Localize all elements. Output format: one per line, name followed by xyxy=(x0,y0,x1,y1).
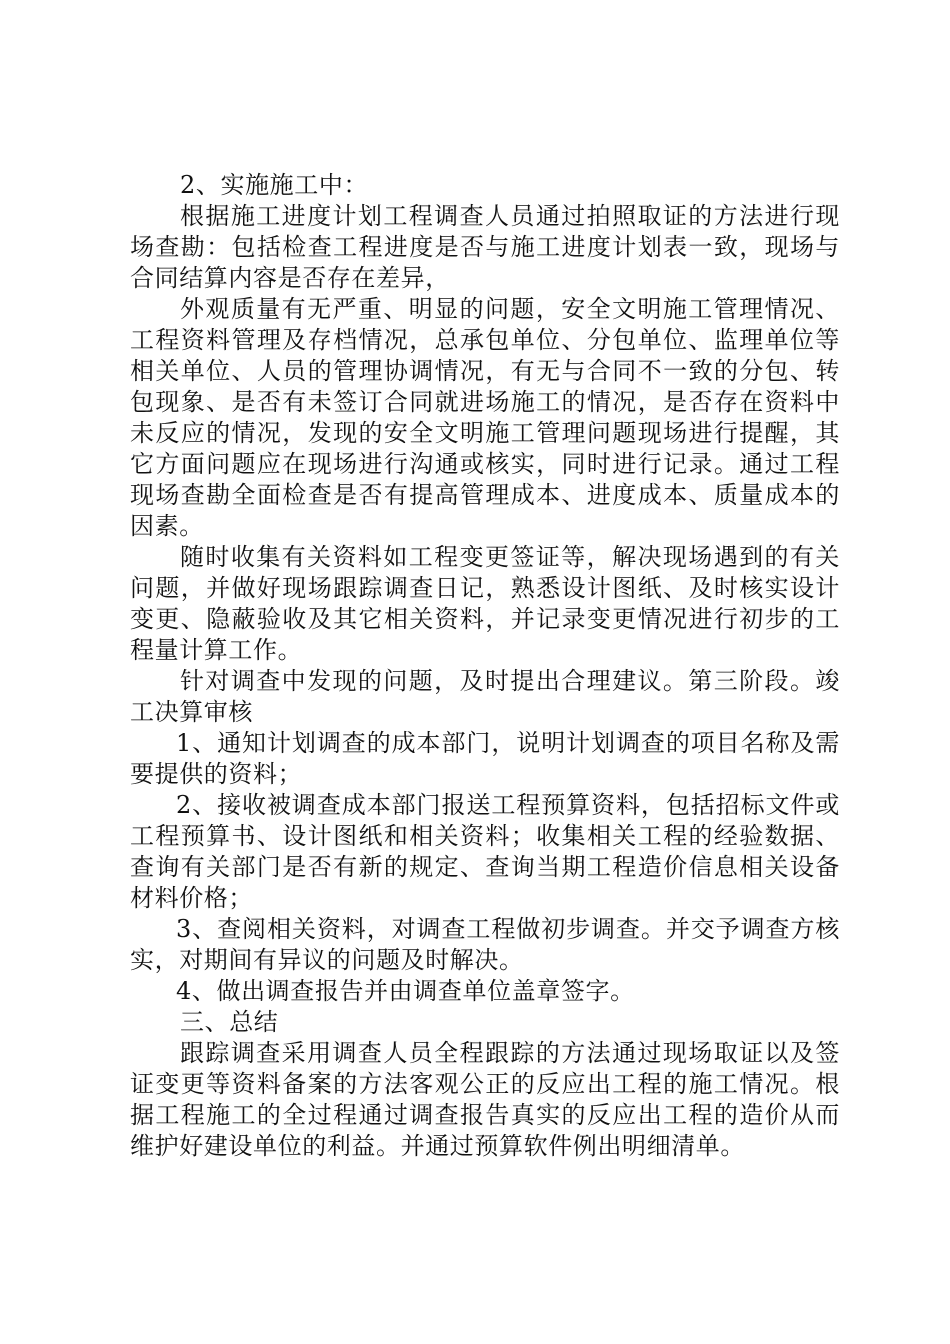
paragraph-suggestions: 针对调查中发现的问题，及时提出合理建议。第三阶段。竣工决算审核 xyxy=(130,667,840,726)
list-item-1: 1、通知计划调查的成本部门，说明计划调查的项目名称及需要提供的资料； xyxy=(130,729,840,788)
section-heading-construction: 2、实施施工中： xyxy=(180,171,369,199)
list-item-4: 4、做出调查报告并由调查单位盖章签字。 xyxy=(176,977,635,1005)
paragraph-collect-materials: 随时收集有关资料如工程变更签证等，解决现场遇到的有关问题，并做好现场跟踪调查日记，熟悉设计图纸、及时核实设计变更、隐蔽验收及其它相关资料，并记录变更情况进行初步的工程量计算工作。 xyxy=(130,543,840,664)
list-item-3: 3、查阅相关资料，对调查工程做初步调查。并交予调查方核实，对期间有异议的问题及时解决。 xyxy=(130,915,840,974)
document-page xyxy=(130,170,840,1162)
list-item-2: 2、接收被调查成本部门报送工程预算资料，包括招标文件或工程预算书、设计图纸和相关资料；收集相关工程的经验数据、查询有关部门是否有新的规定、查询当期工程造价信息相关设备材料价格； xyxy=(130,791,840,912)
paragraph-site-survey: 根据施工进度计划工程调查人员通过拍照取证的方法进行现场查勘：包括检查工程进度是否与施工进度计划表一致，现场与合同结算内容是否存在差异， xyxy=(130,202,840,292)
section-heading-summary: 三、总结 xyxy=(180,1008,279,1036)
paragraph-quality-check: 外观质量有无严重、明显的问题，安全文明施工管理情况、工程资料管理及存档情况，总承包单位、分包单位、监理单位等相关单位、人员的管理协调情况，有无与合同不一致的分包、转包现象、是否有未签订合同就进场施工的情况，是否存在资料中未反应的情况，发现的安全文明施工管理问题现场进行提醒，其它方面问题应在现场进行沟通或核实，同时进行记录。通过工程现场查勘全面检查是否有提高管理成本、进度成本、质量成本的因素。 xyxy=(130,295,840,540)
paragraph-summary: 跟踪调查采用调查人员全程跟踪的方法通过现场取证以及签证变更等资料备案的方法客观公正的反应出工程的施工情况。根据工程施工的全过程通过调查报告真实的反应出工程的造价从而维护好建设单位的利益。并通过预算软件例出明细清单。 xyxy=(130,1039,840,1160)
